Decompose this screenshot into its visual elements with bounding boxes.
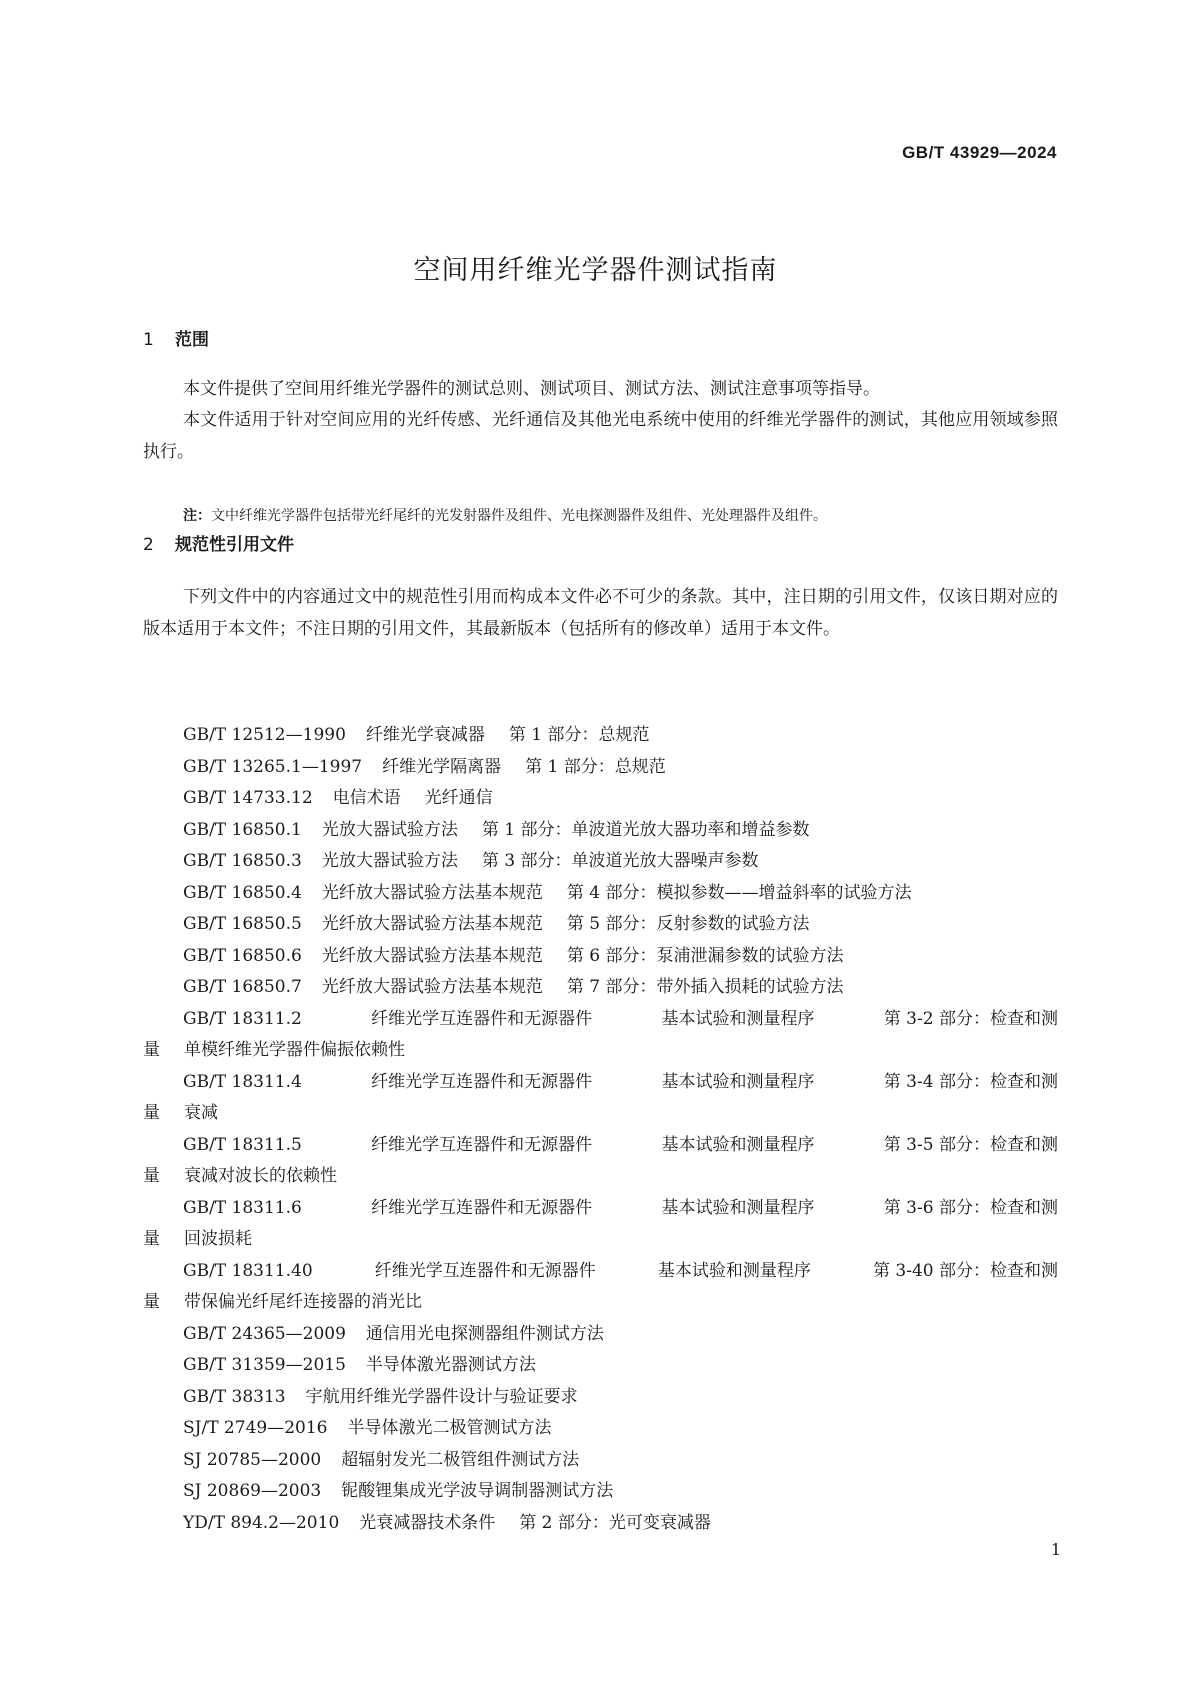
reference-code: GB/T 13265.1—1997	[183, 756, 363, 777]
reference-code: GB/T 16850.3	[183, 851, 302, 871]
reference-line	[143, 972, 1058, 1004]
reference-title-part: 纤维光学互连器件和无源器件	[374, 1260, 596, 1281]
reference-title-part: 铌酸锂集成光学波导调制器测试方法	[341, 1481, 614, 1501]
reference-title-part: 光纤放大器试验方法基本规范	[321, 882, 543, 903]
reference-title-part: 第 3-6 部分：检查和测	[883, 1197, 1058, 1218]
reference-code: GB/T 24365—2009	[183, 1323, 346, 1344]
reference-continuation-part: 带保偏光纤尾纤连接器的消光比	[184, 1292, 422, 1312]
reference-line	[143, 1004, 1058, 1036]
reference-item	[143, 941, 1058, 973]
section-2-heading	[143, 530, 294, 555]
reference-title-part: 第 7 部分：带外插入损耗的试验方法	[566, 977, 844, 997]
reference-title-part: 第 3-5 部分：检查和测	[883, 1134, 1058, 1155]
reference-continuation-part: 回波损耗	[184, 1229, 252, 1249]
reference-item	[143, 1413, 1058, 1445]
reference-title-part: 第 3 部分：单波道光放大器噪声参数	[481, 851, 759, 871]
note-text: 文中纤维光学器件包括带光纤尾纤的光发射器件及组件、光电探测器件及组件、光处理器件及组件。	[211, 508, 827, 524]
reference-code: GB/T 38313	[183, 1386, 286, 1407]
reference-title-part: 纤维光学互连器件和无源器件	[371, 1008, 593, 1029]
reference-code: GB/T 16850.6	[183, 945, 302, 966]
normative-reference-list	[143, 720, 1058, 1539]
reference-continuation-part: 衰减对波长的依赖性	[184, 1166, 337, 1186]
reference-title-part: 第 1 部分：总规范	[508, 725, 650, 745]
section-2-title: 规范性引用文件	[175, 535, 294, 555]
reference-line	[143, 1319, 1058, 1351]
section-1-number: 1	[143, 330, 154, 350]
reference-line	[143, 752, 1058, 784]
page-number: 1	[1050, 1540, 1061, 1559]
reference-line	[143, 1193, 1058, 1225]
reference-title-part: 电信术语	[332, 788, 401, 808]
reference-title-part: 第 3-2 部分：检查和测	[883, 1008, 1058, 1029]
reference-title-part: 纤维光学隔离器	[382, 756, 502, 777]
reference-continuation-part: 量	[143, 1166, 160, 1186]
reference-title-part: 基本试验和测量程序	[661, 1071, 815, 1092]
reference-item	[143, 1319, 1058, 1351]
section-2-number: 2	[143, 535, 154, 555]
reference-title-part: 光衰减器技术条件	[359, 1512, 496, 1533]
reference-title-part: 纤维光学互连器件和无源器件	[371, 1134, 593, 1155]
section-1-note	[183, 506, 827, 526]
reference-code: GB/T 18311.2	[183, 1008, 302, 1029]
reference-line	[143, 1256, 1058, 1288]
reference-item	[143, 752, 1058, 784]
reference-line	[143, 720, 1058, 752]
reference-line	[143, 1350, 1058, 1382]
reference-line	[143, 1476, 1058, 1508]
reference-title-part: 第 1 部分：单波道光放大器功率和增益参数	[481, 819, 810, 840]
reference-title-part: 第 5 部分：反射参数的试验方法	[566, 914, 810, 934]
section-2-intro: 下列文件中的内容通过文中的规范性引用而构成本文件必不可少的条款。其中，注日期的引用文件，仅该日期对应的版本适用于本文件；不注日期的引用文件，其最新版本（包括所有的修改单）适用于本文件。	[143, 587, 1058, 639]
reference-code: GB/T 18311.6	[183, 1197, 302, 1218]
reference-title-part: 超辐射发光二极管组件测试方法	[341, 1449, 580, 1470]
reference-continuation	[143, 1287, 1058, 1319]
reference-title-part: 第 1 部分：总规范	[525, 756, 666, 777]
reference-code: GB/T 14733.12	[183, 788, 313, 808]
reference-line	[143, 1413, 1058, 1445]
reference-code: GB/T 18311.4	[183, 1071, 302, 1092]
reference-code: GB/T 12512—1990	[183, 725, 346, 745]
reference-title-part: 第 2 部分：光可变衰减器	[519, 1512, 711, 1533]
reference-title-part: 纤维光学衰减器	[365, 725, 485, 745]
reference-continuation-part: 量	[143, 1103, 160, 1123]
reference-title-part: 基本试验和测量程序	[661, 1197, 815, 1218]
reference-title-part: 半导体激光器测试方法	[365, 1355, 536, 1375]
reference-title-part: 光纤放大器试验方法基本规范	[321, 945, 543, 966]
note-label: 注：	[183, 508, 211, 524]
reference-line	[143, 1445, 1058, 1477]
reference-line	[143, 815, 1058, 847]
reference-code: GB/T 16850.4	[183, 882, 302, 903]
reference-line	[143, 1067, 1058, 1099]
reference-line	[143, 941, 1058, 973]
reference-title-part: 半导体激光二极管测试方法	[347, 1418, 552, 1438]
section-1-heading	[143, 325, 209, 350]
reference-item	[143, 783, 1058, 815]
reference-title-part: 光放大器试验方法	[321, 819, 458, 840]
document-code: GB/T 43929—2024	[902, 143, 1057, 162]
reference-title-part: 基本试验和测量程序	[661, 1008, 815, 1029]
reference-title-part: 纤维光学互连器件和无源器件	[371, 1071, 593, 1092]
reference-item	[143, 1067, 1058, 1130]
section-1-paragraph-2: 本文件适用于针对空间应用的光纤传感、光纤通信及其他光电系统中使用的纤维光学器件的测试，其他应用领域参照执行。	[143, 410, 1058, 462]
reference-continuation-part: 衰减	[184, 1103, 218, 1123]
reference-continuation-part: 单模纤维光学器件偏振依赖性	[184, 1040, 405, 1060]
reference-title-part: 光纤放大器试验方法基本规范	[321, 914, 543, 934]
reference-continuation-part: 量	[143, 1292, 160, 1312]
reference-continuation	[143, 1035, 1058, 1067]
reference-title-part: 光纤放大器试验方法基本规范	[321, 977, 543, 997]
reference-title-part: 第 4 部分：模拟参数——增益斜率的试验方法	[566, 882, 912, 903]
reference-item	[143, 720, 1058, 752]
reference-code: GB/T 16850.1	[183, 819, 302, 840]
reference-item	[143, 878, 1058, 910]
reference-line	[143, 1130, 1058, 1162]
document-title: 空间用纤维光学器件测试指南	[413, 255, 778, 286]
reference-title-part: 通信用光电探测器组件测试方法	[365, 1323, 604, 1344]
reference-item	[143, 1476, 1058, 1508]
reference-code: GB/T 16850.7	[183, 977, 302, 997]
reference-title-part: 第 3-40 部分：检查和测	[873, 1260, 1058, 1281]
reference-item	[143, 1508, 1058, 1540]
reference-code: GB/T 18311.5	[183, 1134, 302, 1155]
reference-item	[143, 815, 1058, 847]
reference-line	[143, 846, 1058, 878]
reference-continuation-part: 量	[143, 1040, 160, 1060]
reference-title-part: 光放大器试验方法	[321, 851, 458, 871]
reference-title-part: 纤维光学互连器件和无源器件	[371, 1197, 593, 1218]
reference-code: GB/T 31359—2015	[183, 1355, 346, 1375]
reference-code: GB/T 16850.5	[183, 914, 302, 934]
section-1-title: 范围	[175, 330, 209, 350]
reference-title-part: 第 6 部分：泵浦泄漏参数的试验方法	[566, 945, 844, 966]
reference-continuation	[143, 1098, 1058, 1130]
reference-title-part: 基本试验和测量程序	[661, 1134, 815, 1155]
reference-title-part: 宇航用纤维光学器件设计与验证要求	[305, 1386, 578, 1407]
reference-code: YD/T 894.2—2010	[183, 1512, 340, 1533]
reference-code: GB/T 18311.40	[183, 1260, 313, 1281]
reference-code: SJ 20869—2003	[183, 1481, 322, 1501]
reference-item	[143, 1445, 1058, 1477]
reference-line	[143, 1382, 1058, 1414]
reference-item	[143, 1382, 1058, 1414]
reference-item	[143, 1130, 1058, 1193]
reference-continuation-part: 量	[143, 1229, 160, 1249]
reference-item	[143, 909, 1058, 941]
reference-title-part: 基本试验和测量程序	[657, 1260, 811, 1281]
reference-item	[143, 972, 1058, 1004]
reference-line	[143, 878, 1058, 910]
reference-line	[143, 1508, 1058, 1540]
reference-item	[143, 1004, 1058, 1067]
reference-line	[143, 909, 1058, 941]
reference-item	[143, 1193, 1058, 1256]
reference-line	[143, 783, 1058, 815]
reference-code: SJ 20785—2000	[183, 1449, 322, 1470]
reference-code: SJ/T 2749—2016	[183, 1418, 328, 1438]
reference-item	[143, 1256, 1058, 1319]
section-1-paragraph-1: 本文件提供了空间用纤维光学器件的测试总则、测试项目、测试方法、测试注意事项等指导。	[183, 379, 880, 399]
reference-item	[143, 846, 1058, 878]
reference-title-part: 光纤通信	[424, 788, 493, 808]
reference-continuation	[143, 1224, 1058, 1256]
reference-continuation	[143, 1161, 1058, 1193]
reference-item	[143, 1350, 1058, 1382]
reference-title-part: 第 3-4 部分：检查和测	[883, 1071, 1058, 1092]
